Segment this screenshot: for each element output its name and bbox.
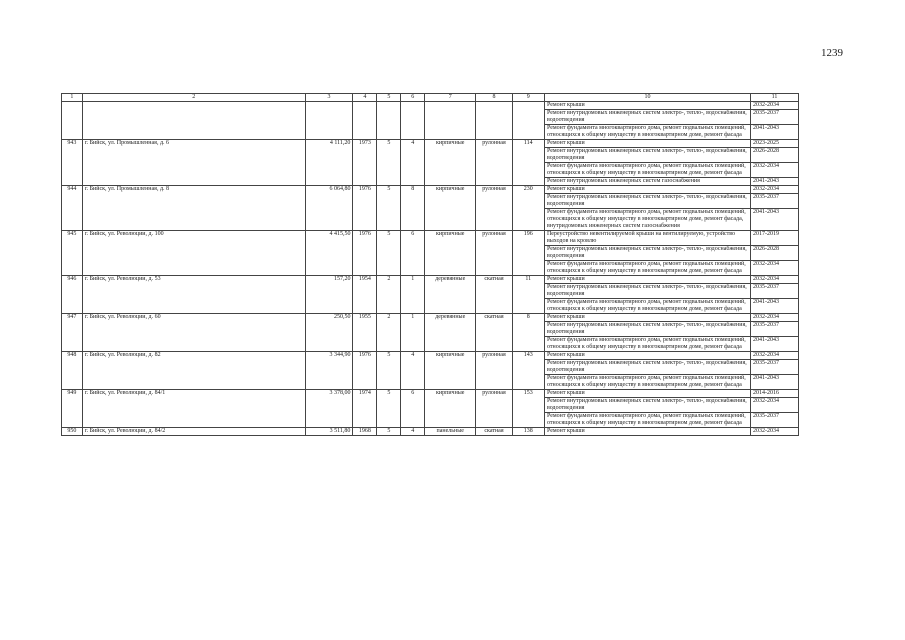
building-number: 946 <box>62 276 83 314</box>
repair-period: 2032-2034 <box>751 102 799 110</box>
repair-work-type: Ремонт внутридомовых инженерных систем электро-, тепло-, водоснабжения, водоотведения <box>544 360 750 375</box>
building-entrances: 1 <box>401 314 425 352</box>
building-area: 4 111,20 <box>305 140 353 186</box>
table-row <box>62 231 799 246</box>
building-number: 950 <box>62 428 83 436</box>
column-number: 8 <box>476 94 512 102</box>
repair-period: 2032-2034 <box>751 276 799 284</box>
repair-work-type: Ремонт крыши <box>544 428 750 436</box>
building-number: 949 <box>62 390 83 428</box>
building-wall-material: кирпичные <box>425 140 476 186</box>
repair-work-type: Ремонт фундамента многоквартирного дома, ремонт подвальных помещений, относящихся к общему имуществу в многоквартирном доме, ремонт фасада <box>544 261 750 276</box>
repair-work-type: Ремонт внутридомовых инженерных систем газоснабжения <box>544 178 750 186</box>
building-address: г. Бийск, ул. Революции, д. 82 <box>82 352 305 390</box>
building-apartments: 11 <box>512 276 544 314</box>
building-area: 3 344,90 <box>305 352 353 390</box>
table-row <box>62 428 799 436</box>
building-apartments: 8 <box>512 314 544 352</box>
table-row <box>62 390 799 398</box>
repair-work-type: Ремонт крыши <box>544 352 750 360</box>
building-year: 1976 <box>353 186 377 231</box>
column-number: 11 <box>751 94 799 102</box>
repair-work-type: Ремонт внутридомовых инженерных систем электро-, тепло-, водоснабжения, водоотведения <box>544 110 750 125</box>
building-roof-type: рулонная <box>476 231 512 276</box>
building-area: 157,20 <box>305 276 353 314</box>
capital-repair-table <box>61 93 799 436</box>
building-year: 1976 <box>353 352 377 390</box>
building-area: 250,50 <box>305 314 353 352</box>
repair-work-type: Ремонт фундамента многоквартирного дома, ремонт подвальных помещений, относящихся к общему имуществу в многоквартирном доме, ремонт фасада <box>544 299 750 314</box>
column-number: 5 <box>377 94 401 102</box>
repair-period: 2026-2028 <box>751 148 799 163</box>
building-year <box>353 102 377 140</box>
building-apartments: 143 <box>512 352 544 390</box>
table-row <box>62 314 799 322</box>
building-wall-material: кирпичные <box>425 390 476 428</box>
repair-work-type: Ремонт фундамента многоквартирного дома, ремонт подвальных помещений, относящихся к общему имуществу в многоквартирном доме, ремонт фасада <box>544 163 750 178</box>
building-year: 1968 <box>353 428 377 436</box>
repair-work-type: Ремонт крыши <box>544 390 750 398</box>
building-entrances: 6 <box>401 390 425 428</box>
building-wall-material <box>425 102 476 140</box>
building-address: г. Бийск, ул. Промышленная, д. 8 <box>82 186 305 231</box>
building-number: 948 <box>62 352 83 390</box>
repair-period: 2032-2034 <box>751 186 799 194</box>
building-address <box>82 102 305 140</box>
building-year: 1973 <box>353 140 377 186</box>
column-number: 1 <box>62 94 83 102</box>
column-number: 7 <box>425 94 476 102</box>
building-year: 1954 <box>353 276 377 314</box>
repair-work-type: Ремонт внутридомовых инженерных систем электро-, тепло-, водоснабжения, водоотведения <box>544 246 750 261</box>
repair-period: 2026-2028 <box>751 246 799 261</box>
building-number: 943 <box>62 140 83 186</box>
table-row <box>62 352 799 360</box>
repair-period: 2035-2037 <box>751 110 799 125</box>
repair-period: 2032-2034 <box>751 261 799 276</box>
repair-period: 2032-2034 <box>751 398 799 413</box>
building-area <box>305 102 353 140</box>
repair-period: 2032-2034 <box>751 352 799 360</box>
repair-work-type: Ремонт фундамента многоквартирного дома, ремонт подвальных помещений, относящихся к общему имуществу в многоквартирном доме, ремонт фасада <box>544 413 750 428</box>
building-apartments: 114 <box>512 140 544 186</box>
column-number: 9 <box>512 94 544 102</box>
building-area: 6 064,80 <box>305 186 353 231</box>
building-wall-material: панельные <box>425 428 476 436</box>
building-apartments: 153 <box>512 390 544 428</box>
building-roof-type: рулонная <box>476 390 512 428</box>
repair-work-type: Переустройство невентилируемой крыши на вентилируемую, устройство выходов на кровлю <box>544 231 750 246</box>
repair-work-type: Ремонт внутридомовых инженерных систем электро-, тепло-, водоснабжения, водоотведения <box>544 322 750 337</box>
building-number: 947 <box>62 314 83 352</box>
table-row <box>62 276 799 284</box>
repair-work-type: Ремонт крыши <box>544 276 750 284</box>
column-number: 2 <box>82 94 305 102</box>
building-entrances: 4 <box>401 140 425 186</box>
building-roof-type: рулонная <box>476 140 512 186</box>
building-area: 3 378,00 <box>305 390 353 428</box>
building-roof-type: скатная <box>476 428 512 436</box>
building-number <box>62 102 83 140</box>
building-entrances <box>401 102 425 140</box>
building-wall-material: кирпичные <box>425 231 476 276</box>
building-apartments <box>512 102 544 140</box>
repair-work-type: Ремонт фундамента многоквартирного дома, ремонт подвальных помещений, относящихся к общему имуществу в многоквартирном доме, ремонт фасада <box>544 125 750 140</box>
building-roof-type: рулонная <box>476 352 512 390</box>
column-number: 3 <box>305 94 353 102</box>
repair-work-type: Ремонт внутридомовых инженерных систем электро-, тепло-, водоснабжения, водоотведения <box>544 398 750 413</box>
building-floors: 2 <box>377 314 401 352</box>
repair-period: 2035-2037 <box>751 284 799 299</box>
building-floors: 5 <box>377 231 401 276</box>
building-wall-material: деревянные <box>425 314 476 352</box>
building-wall-material: кирпичные <box>425 186 476 231</box>
building-year: 1955 <box>353 314 377 352</box>
repair-work-type: Ремонт фундамента многоквартирного дома, ремонт подвальных помещений, относящихся к общему имуществу в многоквартирном доме, ремонт фасада <box>544 337 750 352</box>
repair-period: 2041-2043 <box>751 178 799 186</box>
repair-work-type: Ремонт крыши <box>544 186 750 194</box>
repair-period: 2032-2034 <box>751 163 799 178</box>
repair-work-type: Ремонт фундамента многоквартирного дома, ремонт подвальных помещений, относящихся к общему имуществу в многоквартирном доме, ремонт фасада <box>544 375 750 390</box>
building-wall-material: деревянные <box>425 276 476 314</box>
repair-period: 2014-2016 <box>751 390 799 398</box>
building-address: г. Бийск, ул. Революции, д. 53 <box>82 276 305 314</box>
table-body <box>62 94 799 436</box>
building-address: г. Бийск, ул. Промышленная, д. 6 <box>82 140 305 186</box>
building-roof-type <box>476 102 512 140</box>
repair-period: 2041-2043 <box>751 209 799 231</box>
building-entrances: 1 <box>401 276 425 314</box>
repair-work-type: Ремонт внутридомовых инженерных систем электро-, тепло-, водоснабжения, водоотведения <box>544 284 750 299</box>
repair-work-type: Ремонт крыши <box>544 140 750 148</box>
repair-period: 2041-2043 <box>751 375 799 390</box>
column-number: 10 <box>544 94 750 102</box>
building-floors: 5 <box>377 186 401 231</box>
repair-work-type: Ремонт внутридомовых инженерных систем электро-, тепло-, водоснабжения, водоотведения <box>544 194 750 209</box>
building-floors: 5 <box>377 352 401 390</box>
repair-period: 2041-2043 <box>751 125 799 140</box>
building-address: г. Бийск, ул. Революции, д. 84/2 <box>82 428 305 436</box>
building-number: 944 <box>62 186 83 231</box>
building-entrances: 8 <box>401 186 425 231</box>
building-roof-type: рулонная <box>476 186 512 231</box>
building-year: 1976 <box>353 231 377 276</box>
building-entrances: 4 <box>401 352 425 390</box>
building-entrances: 6 <box>401 231 425 276</box>
repair-period: 2035-2037 <box>751 322 799 337</box>
table-row <box>62 140 799 148</box>
building-apartments: 230 <box>512 186 544 231</box>
building-year: 1974 <box>353 390 377 428</box>
repair-period: 2035-2037 <box>751 413 799 428</box>
repair-period: 2035-2037 <box>751 194 799 209</box>
building-number: 945 <box>62 231 83 276</box>
table-row <box>62 186 799 194</box>
building-floors: 2 <box>377 276 401 314</box>
repair-work-type: Ремонт крыши <box>544 314 750 322</box>
repair-period: 2032-2034 <box>751 428 799 436</box>
building-roof-type: скатная <box>476 314 512 352</box>
building-apartments: 196 <box>512 231 544 276</box>
table-row <box>62 102 799 110</box>
building-address: г. Бийск, ул. Революции, д. 60 <box>82 314 305 352</box>
repair-period: 2017-2019 <box>751 231 799 246</box>
building-address: г. Бийск, ул. Революции, д. 100 <box>82 231 305 276</box>
building-address: г. Бийск, ул. Революции, д. 84/1 <box>82 390 305 428</box>
building-apartments: 138 <box>512 428 544 436</box>
repair-period: 2041-2043 <box>751 299 799 314</box>
repair-period: 2041-2043 <box>751 337 799 352</box>
repair-period: 2035-2037 <box>751 360 799 375</box>
page-number: 1239 <box>821 47 843 59</box>
repair-period: 2032-2034 <box>751 314 799 322</box>
column-number: 6 <box>401 94 425 102</box>
building-roof-type: скатная <box>476 276 512 314</box>
repair-work-type: Ремонт крыши <box>544 102 750 110</box>
repair-work-type: Ремонт внутридомовых инженерных систем электро-, тепло-, водоснабжения, водоотведения <box>544 148 750 163</box>
building-floors: 5 <box>377 428 401 436</box>
repair-period: 2023-2025 <box>751 140 799 148</box>
column-number-row <box>62 94 799 102</box>
building-area: 3 511,80 <box>305 428 353 436</box>
building-floors: 5 <box>377 390 401 428</box>
building-floors: 5 <box>377 140 401 186</box>
repair-work-type: Ремонт фундамента многоквартирного дома, ремонт подвальных помещений, относящихся к общему имуществу в многоквартирном доме, ремонт фасада, внутридомовых инженерных систем газоснабжения <box>544 209 750 231</box>
building-entrances: 4 <box>401 428 425 436</box>
building-floors <box>377 102 401 140</box>
building-area: 4 415,50 <box>305 231 353 276</box>
building-wall-material: кирпичные <box>425 352 476 390</box>
column-number: 4 <box>353 94 377 102</box>
